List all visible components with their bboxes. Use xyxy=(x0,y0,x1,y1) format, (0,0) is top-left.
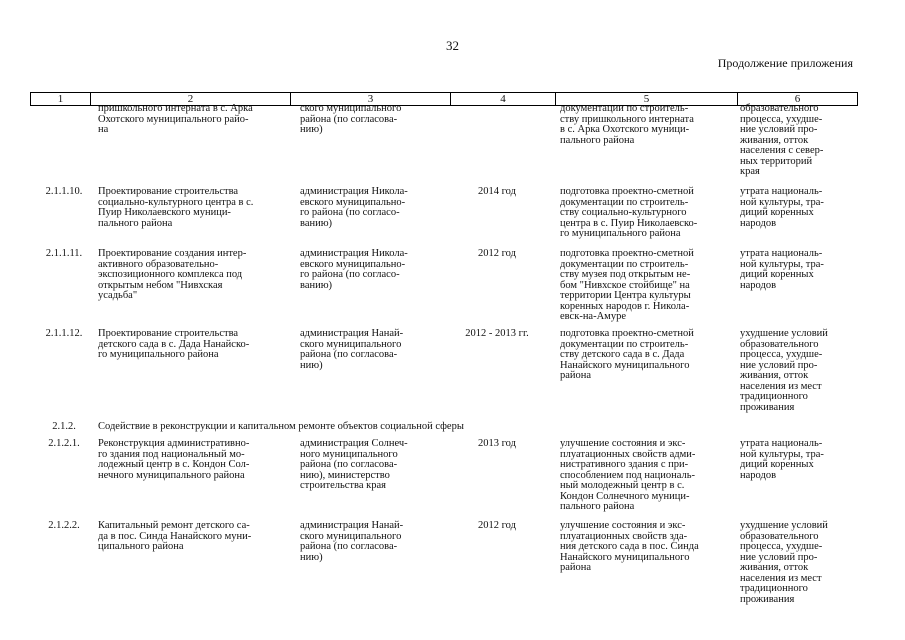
row-6-result: улучшение состояния и экс- плуатационных свойств зда- ния детского сада в пос. Синда Нанайского муниципального района xyxy=(560,520,699,573)
header-col-1: 1 xyxy=(30,93,90,105)
continuation-note: Продолжение приложения xyxy=(717,56,853,70)
row-2-result: подготовка проектно-сметной документации по строитель- ству музея под открытым не- бом "Нивхское стойбище" на территории Центра культуры коренных народов г. Никола- евск-на-Амуре xyxy=(560,248,694,322)
row-5-executor: администрация Солнеч- ного муниципального района (по согласова- нию), министерство строительства края xyxy=(300,438,408,491)
row-3-consequence: ухудшение условий образовательного процесса, ухудше- ние условий про- живания, отток населения из мест традиционного проживания xyxy=(740,328,828,413)
row-6-executor: администрация Нанай- ского муниципального района (по согласова- нию) xyxy=(300,520,404,563)
row-6-consequence: ухудшение условий образовательного процесса, ухудше- ние условий про- живания, отток населения из мест традиционного проживания xyxy=(740,520,828,605)
row-5-consequence: утрата националь- ной культуры, тра- диций коренных народов xyxy=(740,438,824,481)
row-1-term: 2014 год xyxy=(478,186,516,197)
row-0-executor: ского муниципального района (по согласова- нию) xyxy=(300,103,402,135)
row-4-section-title: Содействие в реконструкции и капитальном ремонте объектов социальной сферы xyxy=(98,421,464,432)
row-3-term: 2012 - 2013 гг. xyxy=(465,328,529,339)
page-number: 32 xyxy=(446,38,459,53)
row-4-num: 2.1.2. xyxy=(52,421,76,432)
row-0-name: пришкольного интерната в с. Арка Охотского муниципального райо- на xyxy=(98,103,253,135)
row-5-result: улучшение состояния и экс- плуатационных свойств адми- нистративного здания с при- способлением под националь- ный молодежный центр в с. Кондон Солнечного муници- пального района xyxy=(560,438,696,512)
header-col-4: 4 xyxy=(450,93,555,105)
row-0-consequence: образовательного процесса, ухудше- ние условий про- живания, отток населения с север- ных территорий края xyxy=(740,103,824,177)
row-6-name: Капитальный ремонт детского са- да в пос. Синда Нанайского муни- ципального района xyxy=(98,520,252,552)
row-5-term: 2013 год xyxy=(478,438,516,449)
header-col-6: 6 xyxy=(737,93,858,105)
row-0-result: документации по строитель- ству пришкольного интерната в с. Арка Охотского муници- пального района xyxy=(560,103,694,146)
row-1-result: подготовка проектно-сметной документации по строитель- ству социально-культурного центра в с. Пуир Николаевско- го муниципального района xyxy=(560,186,698,239)
row-5-num: 2.1.2.1. xyxy=(48,438,80,449)
row-2-executor: администрация Никола- евского муниципально- го района (по согласо- ванию) xyxy=(300,248,408,291)
row-1-consequence: утрата националь- ной культуры, тра- диций коренных народов xyxy=(740,186,824,229)
row-6-num: 2.1.2.2. xyxy=(48,520,80,531)
row-1-name: Проектирование строительства социально-культурного центра в с. Пуир Николаевского муници- пального района xyxy=(98,186,254,229)
row-3-result: подготовка проектно-сметной документации по строитель- ству детского сада в с. Дада Нанайского муниципального района xyxy=(560,328,694,381)
header-col-2: 2 xyxy=(90,93,290,105)
row-5-name: Реконструкция административно- го здания под национальный мо- лодежный центр в с. Кондон Сол- нечного муниципального района xyxy=(98,438,250,481)
header-col-3: 3 xyxy=(290,93,450,105)
row-3-name: Проектирование строительства детского сада в с. Дада Нанайско- го муниципального района xyxy=(98,328,250,360)
row-2-consequence: утрата националь- ной культуры, тра- диций коренных народов xyxy=(740,248,824,291)
row-6-term: 2012 год xyxy=(478,520,516,531)
row-3-executor: администрация Нанай- ского муниципального района (по согласова- нию) xyxy=(300,328,404,371)
row-2-num: 2.1.1.11. xyxy=(45,248,83,259)
row-3-num: 2.1.1.12. xyxy=(45,328,83,339)
row-2-term: 2012 год xyxy=(478,248,516,259)
header-col-5: 5 xyxy=(555,93,737,105)
row-2-name: Проектирование создания интер- активного образовательно- экспозиционного комплекса под открытым небом "Нивхская усадьба" xyxy=(98,248,247,301)
row-1-executor: администрация Никола- евского муниципально- го района (по согласо- ванию) xyxy=(300,186,408,229)
row-1-num: 2.1.1.10. xyxy=(45,186,83,197)
